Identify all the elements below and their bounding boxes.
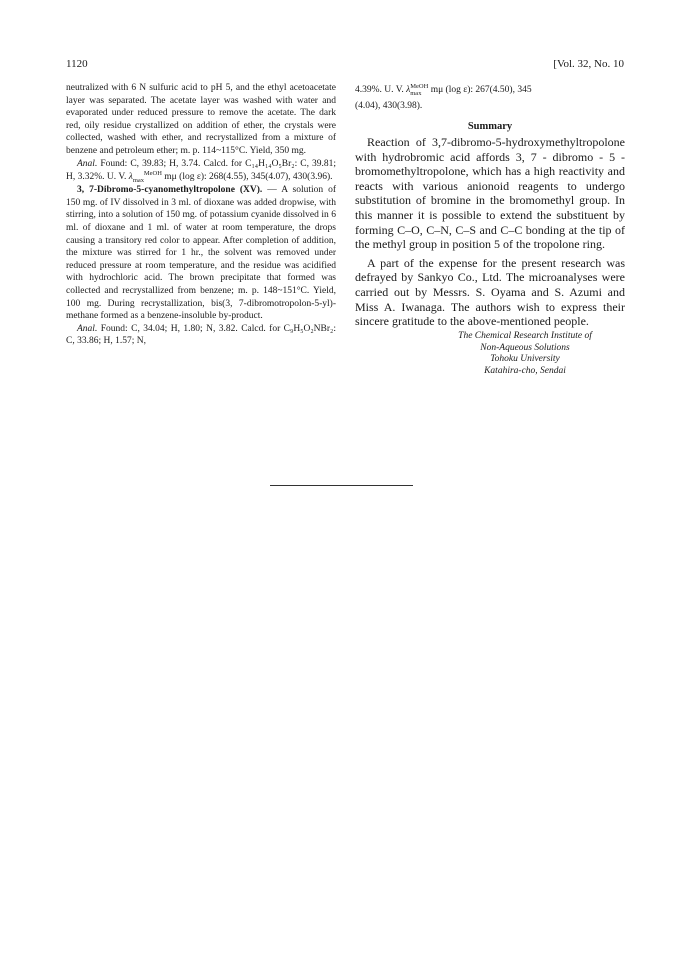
anal-formula: C₁₄H₁₄O₅Br₂: C, 39.81; H, 3.32%. U. V. <box>66 158 337 183</box>
paragraph-workup: neutralized with 6 N sulfuric acid to pH 5, and the ethyl acetoacetate layer was separated. The acetate layer was washed with water and evaporated under reduced pressure to remove the acetate. The dark red, oily residue crystallized on addition of ether, the crystals were collected, washed with ether, and recrystallized from a mixture of benzene and petroleum ether; m. p. 114~115°C. Yield, 350 mg. <box>66 83 336 156</box>
page-header <box>66 58 624 74</box>
affiliation-line: The Chemical Research Institute of <box>458 330 592 341</box>
acknowledgment-paragraph: A part of the expense for the present research was defrayed by Sankyo Co., Ltd. The microanalyses were carried out by Messrs. S. Oyama and S. Azumi and Miss A. Iwanaga. The authors wish to express their sincere gratitude to the above-mentioned people. <box>355 255 625 329</box>
uv-lambda: λ <box>406 85 411 95</box>
compound-title: 3, 7-Dibromo-5-cyanomethyltropolone (XV). <box>77 185 263 196</box>
affiliation <box>355 331 625 378</box>
page-number: 1120 <box>66 58 88 70</box>
uv-lambda: λ <box>128 172 133 183</box>
uv-unit: mμ <box>164 172 177 183</box>
anal-label: Anal. <box>77 158 98 169</box>
anal-uv: (log ε): 268(4.55), 345(4.07), 430(3.96). <box>179 172 333 183</box>
affiliation-line: Non-Aqueous Solutions <box>480 342 570 353</box>
analysis-1 <box>66 158 336 185</box>
anal-found: Found: C, 39.83; H, 3.74. Calcd. for <box>100 158 243 169</box>
uv-sub: max <box>132 177 145 185</box>
uv-sup: MeOH <box>410 82 429 90</box>
left-column <box>66 82 336 348</box>
uv-sup: MeOH <box>143 170 162 178</box>
anal-cont-values: mμ (log ε): 267(4.50), 345 <box>430 85 532 95</box>
end-rule <box>270 485 413 486</box>
affiliation-line: Tohoku University <box>490 354 560 365</box>
uv-sub: max <box>410 89 422 97</box>
uv-lambda-scripts <box>133 170 162 184</box>
summary-heading: Summary <box>467 121 513 132</box>
anal-label: Anal. <box>77 323 98 334</box>
uv-lambda-scripts <box>410 83 428 97</box>
analysis-2 <box>66 323 336 348</box>
paragraph-compound-xv <box>66 184 336 323</box>
right-column <box>355 82 625 378</box>
anal-cont: 4.39%. U. V. <box>355 85 404 95</box>
summary-paragraph: Reaction of 3,7-dibromo-5-hydroxymethyltropolone with hydrobromic acid affords 3, 7 - dibromo - 5 - bromomethyltropolone, which has a high reactivity and reacts with various anionoid reagents to undergo substitution of bromine in the bromomethyl group. In this manner it is possible to extend the substituent by forming C–O, C–N, C–S and C–C bonding at the tip of the methyl group in position 5 of the tropolone ring. <box>355 135 625 252</box>
anal-cont-end: (4.04), 430(3.98). <box>355 101 423 111</box>
analysis-2-continued <box>355 82 625 114</box>
volume-info: [Vol. 32, No. 10 <box>553 58 624 70</box>
affiliation-line: Katahira-cho, Sendai <box>484 366 566 377</box>
anal-found: Found: C, 34.04; H, 1.80; N, 3.82. Calcd. for C₉H₅O₂NBr₂: C, 33.86; H, 1.57; N, <box>66 323 336 347</box>
compound-procedure: — A solution of 150 mg. of IV dissolved in 3 ml. of dioxane was added dropwise, with stirring, into a solution of 150 mg. of potassium cyanide dissolved in 6 ml. of dioxane and 1 ml. of water at room temperature, the drops causing a transitory red color to appear. After completion of addition, the mixture was stirred for 1 hr., the solvent was removed under reduced pressure at room temperature, and the residue was acidified with hydrochloric acid. The brown precipitate that formed was collected and recrystallized from benzene; m. p. 148~151°C. Yield, 100 mg. During recrystallization, bis(3, 7-dibromotropolon-5-yl)-methane formed as a benzene-insoluble by-product. <box>66 185 337 322</box>
summary-body <box>355 135 625 329</box>
